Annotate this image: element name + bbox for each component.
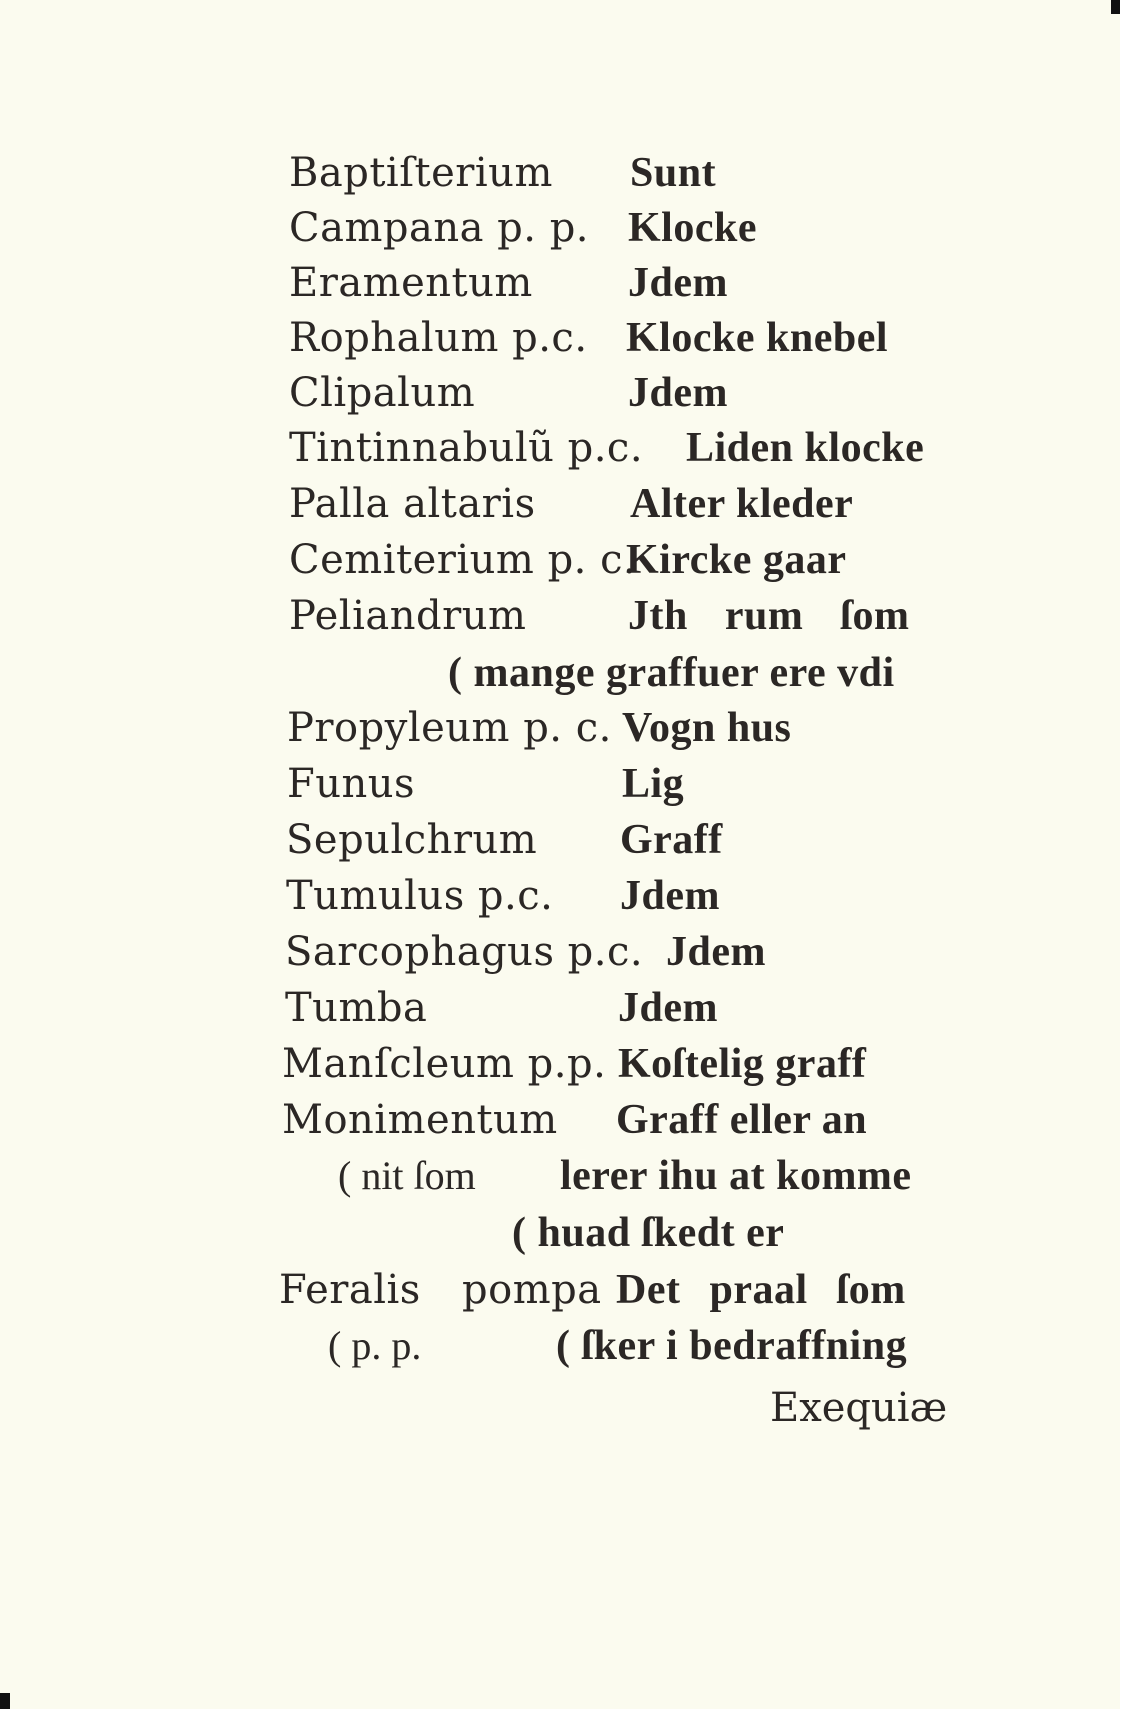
latin-term: Tintinnabulũ p.c. xyxy=(289,425,644,471)
vernacular-term: Jdem xyxy=(618,985,718,1031)
vernacular-term: Liden klocke xyxy=(686,425,925,471)
vernacular-continuation: ( mange graffuer ere vdi xyxy=(448,650,895,696)
vernacular-term: Alter kleder xyxy=(630,481,854,527)
vernacular-term: Graff eller an xyxy=(616,1097,868,1143)
vernacular-term: Lig xyxy=(622,761,685,807)
latin-term: Cemiterium p. c. xyxy=(289,537,637,583)
latin-term: Palla altaris xyxy=(289,481,536,527)
vernacular-continuation: ( ſker i bedraffning xyxy=(556,1323,908,1369)
vernacular-term: Klocke knebel xyxy=(626,315,889,361)
vernacular-term: Det praal ſom xyxy=(616,1267,906,1313)
latin-term: Peliandrum xyxy=(289,593,527,639)
latin-term: Propyleum p. c. xyxy=(287,705,612,751)
latin-term: Tumba xyxy=(285,985,428,1031)
vernacular-term: Sunt xyxy=(630,150,717,196)
vernacular-term: Jdem xyxy=(666,929,766,975)
latin-term: Clipalum xyxy=(289,370,476,416)
vernacular-term: Jth rum ſom xyxy=(628,593,910,639)
vernacular-term: Klocke xyxy=(628,205,757,251)
latin-term: Baptiſterium xyxy=(289,150,553,196)
latin-term: Eramentum xyxy=(289,260,533,306)
vernacular-term: Jdem xyxy=(620,873,720,919)
latin-continuation: ( nit ſom xyxy=(338,1153,476,1198)
latin-term: Tumulus p.c. xyxy=(286,873,554,919)
latin-term: Sarcophagus p.c. xyxy=(285,929,644,975)
vernacular-term: Jdem xyxy=(628,370,728,416)
vernacular-term: Koſtelig graff xyxy=(618,1041,867,1087)
vernacular-term: Kircke gaar xyxy=(626,537,847,583)
vernacular-continuation: lerer ihu at komme xyxy=(560,1153,912,1199)
vernacular-term: Graff xyxy=(620,817,723,863)
latin-continuation: ( p. p. xyxy=(328,1323,422,1368)
catchword: Exequiæ xyxy=(770,1385,948,1431)
vernacular-term: Vogn hus xyxy=(622,705,792,751)
latin-term: Campana p. p. xyxy=(289,205,590,251)
vernacular-term: Jdem xyxy=(628,260,728,306)
latin-term: Manſcleum p.p. xyxy=(282,1041,607,1087)
scan-margin xyxy=(1120,0,1144,1709)
latin-term: Monimentum xyxy=(282,1097,558,1143)
latin-term: Sepulchrum xyxy=(286,817,538,863)
latin-term: Rophalum p.c. xyxy=(289,315,588,361)
latin-term: Feralis pompa xyxy=(279,1267,602,1313)
scan-corner-mark-bottom xyxy=(0,1693,10,1709)
latin-term: Funus xyxy=(287,761,416,807)
vernacular-continuation: ( huad ſkedt er xyxy=(512,1210,785,1256)
